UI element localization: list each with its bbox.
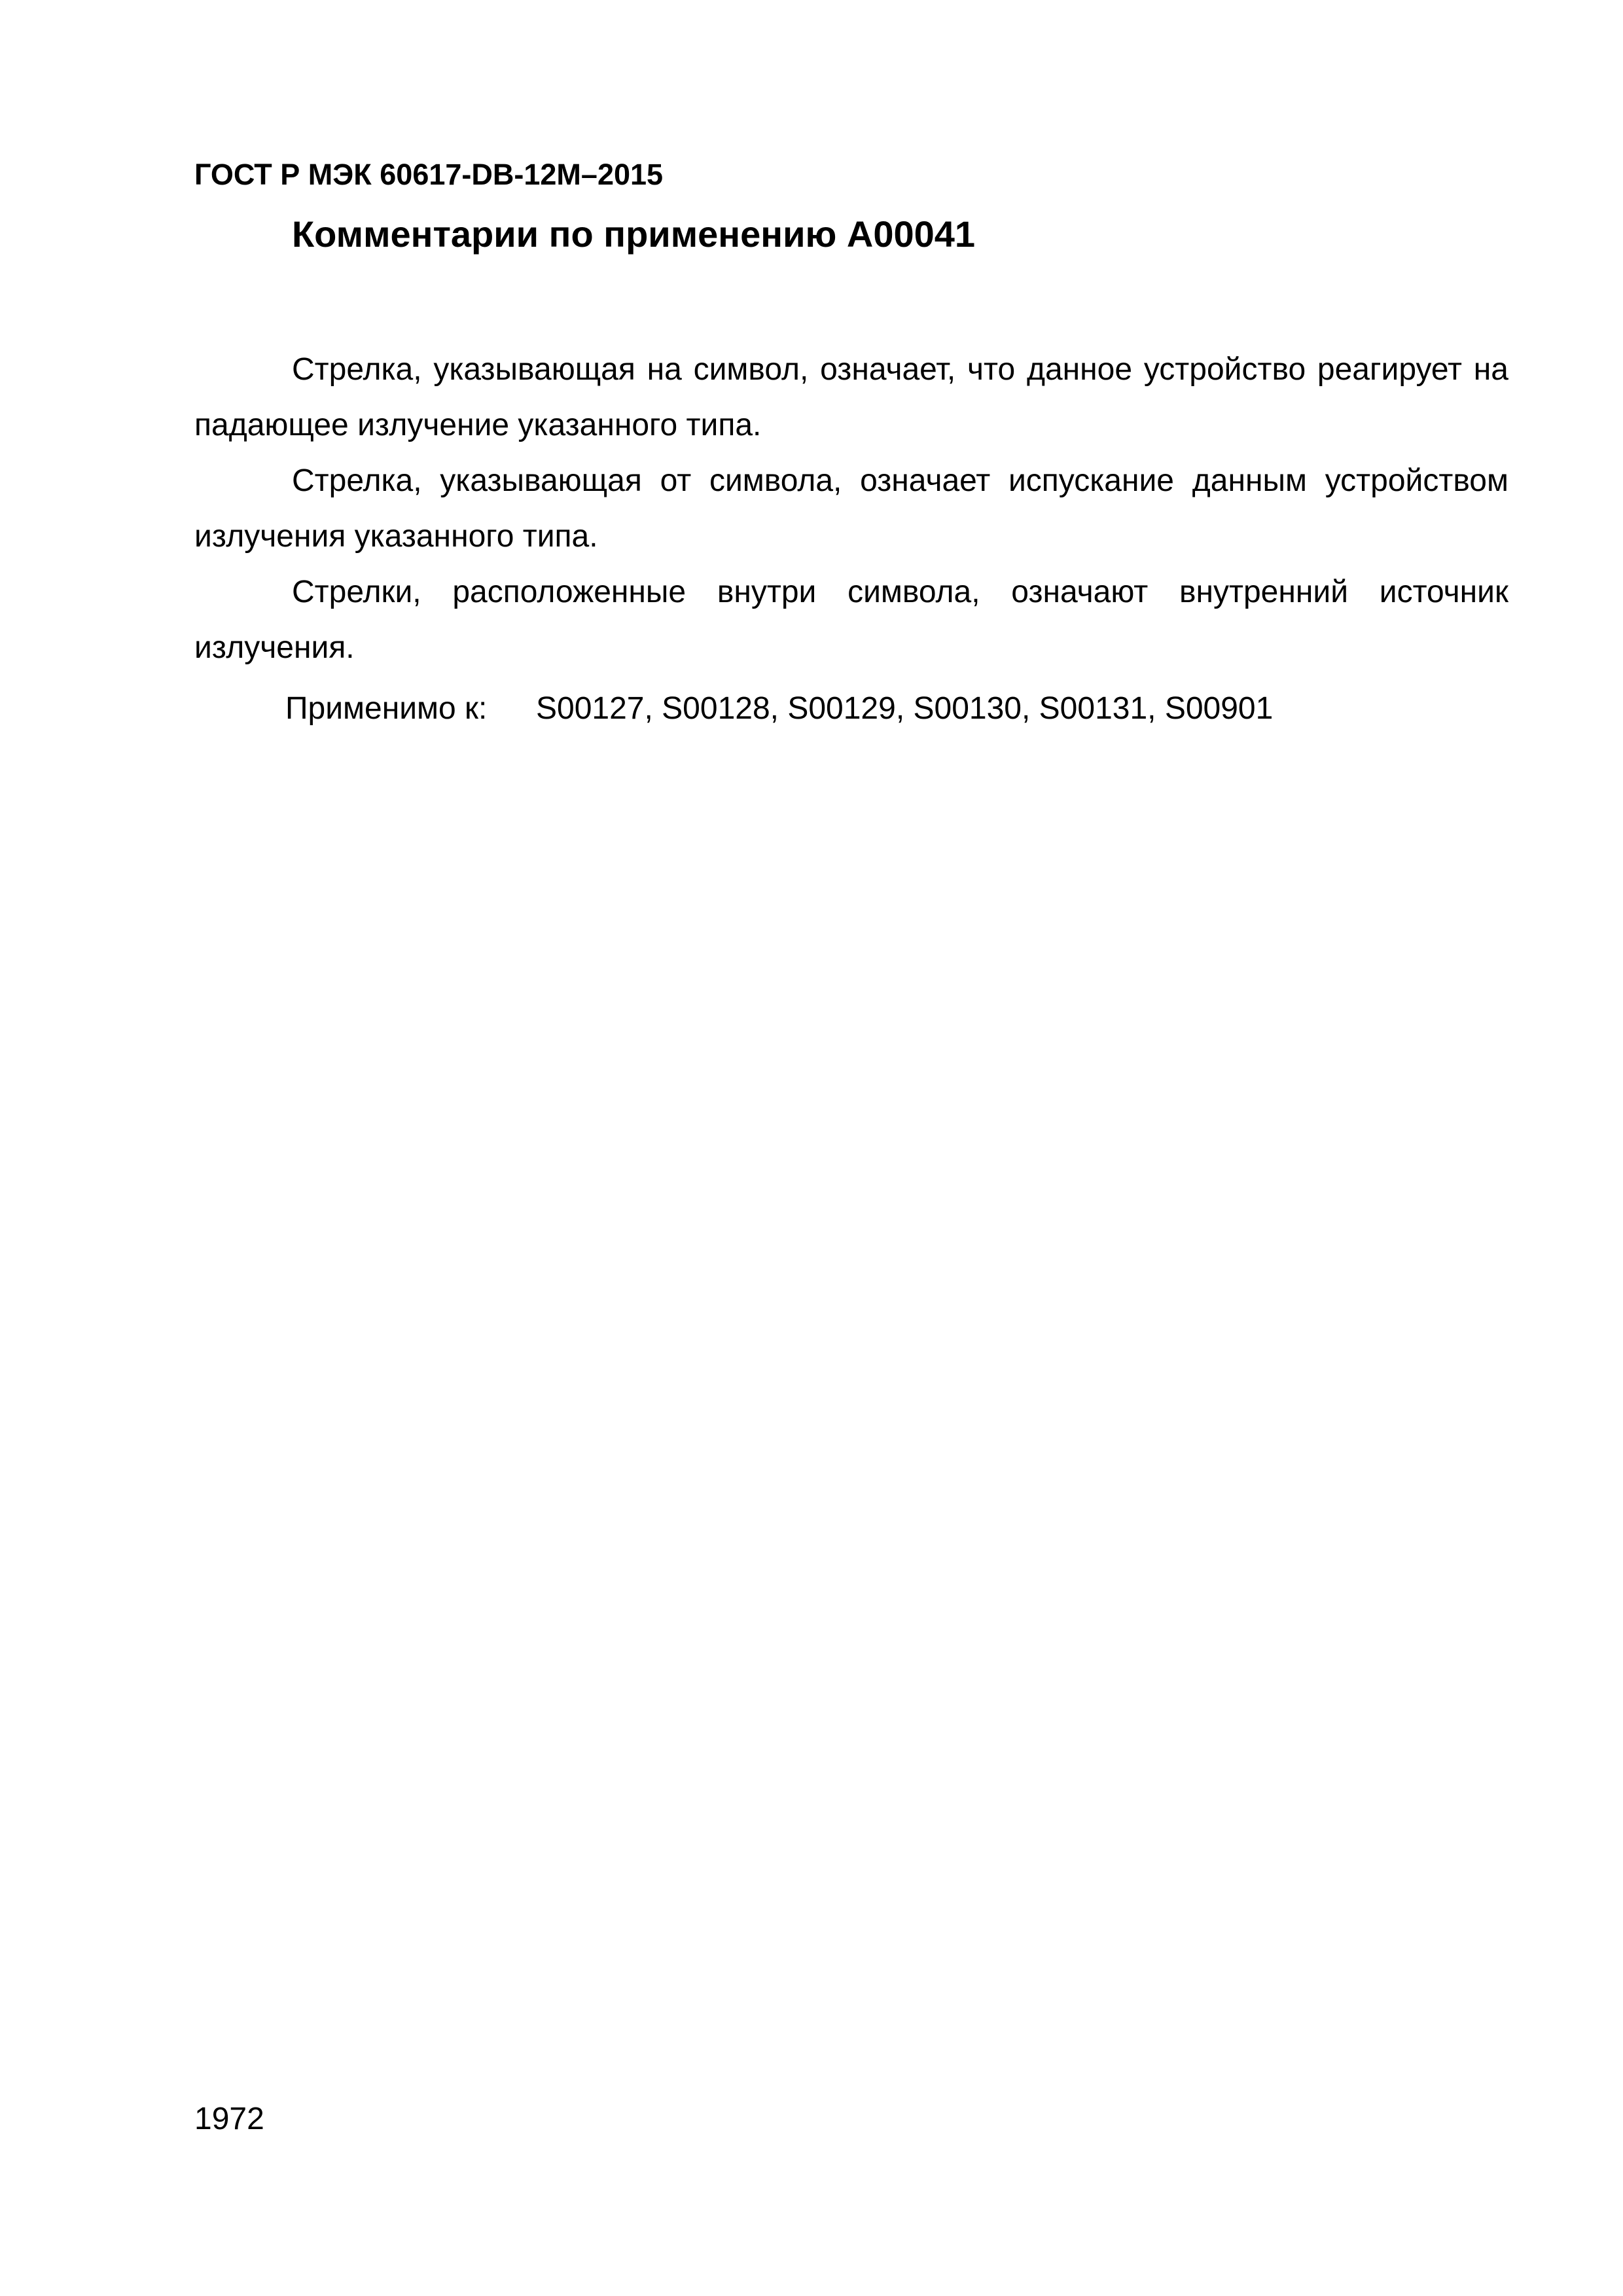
section-title: Комментарии по применению A00041 [292,213,976,255]
paragraph-arrow-from-symbol: Стрелка, указывающая от символа, означает испускание данным устройством излучения указанного типа. [194,463,1508,554]
paragraph-arrow-to-symbol: Стрелка, указывающая на символ, означает, что данное устройство реагирует на падающее излучение указанного типа. [194,352,1508,442]
page-number: 1972 [194,2102,264,2136]
applies-to-label: Применимо к: [285,691,488,726]
standard-header: ГОСТ Р МЭК 60617-DB-12M–2015 [194,158,664,191]
paragraph-arrows-inside-symbol: Стрелки, расположенные внутри символа, означают внутренний источник излучения. [194,575,1508,665]
comment-body [194,342,1508,675]
applies-to-row [285,681,1273,736]
applies-to-value: S00127, S00128, S00129, S00130, S00131, S00901 [536,691,1274,726]
